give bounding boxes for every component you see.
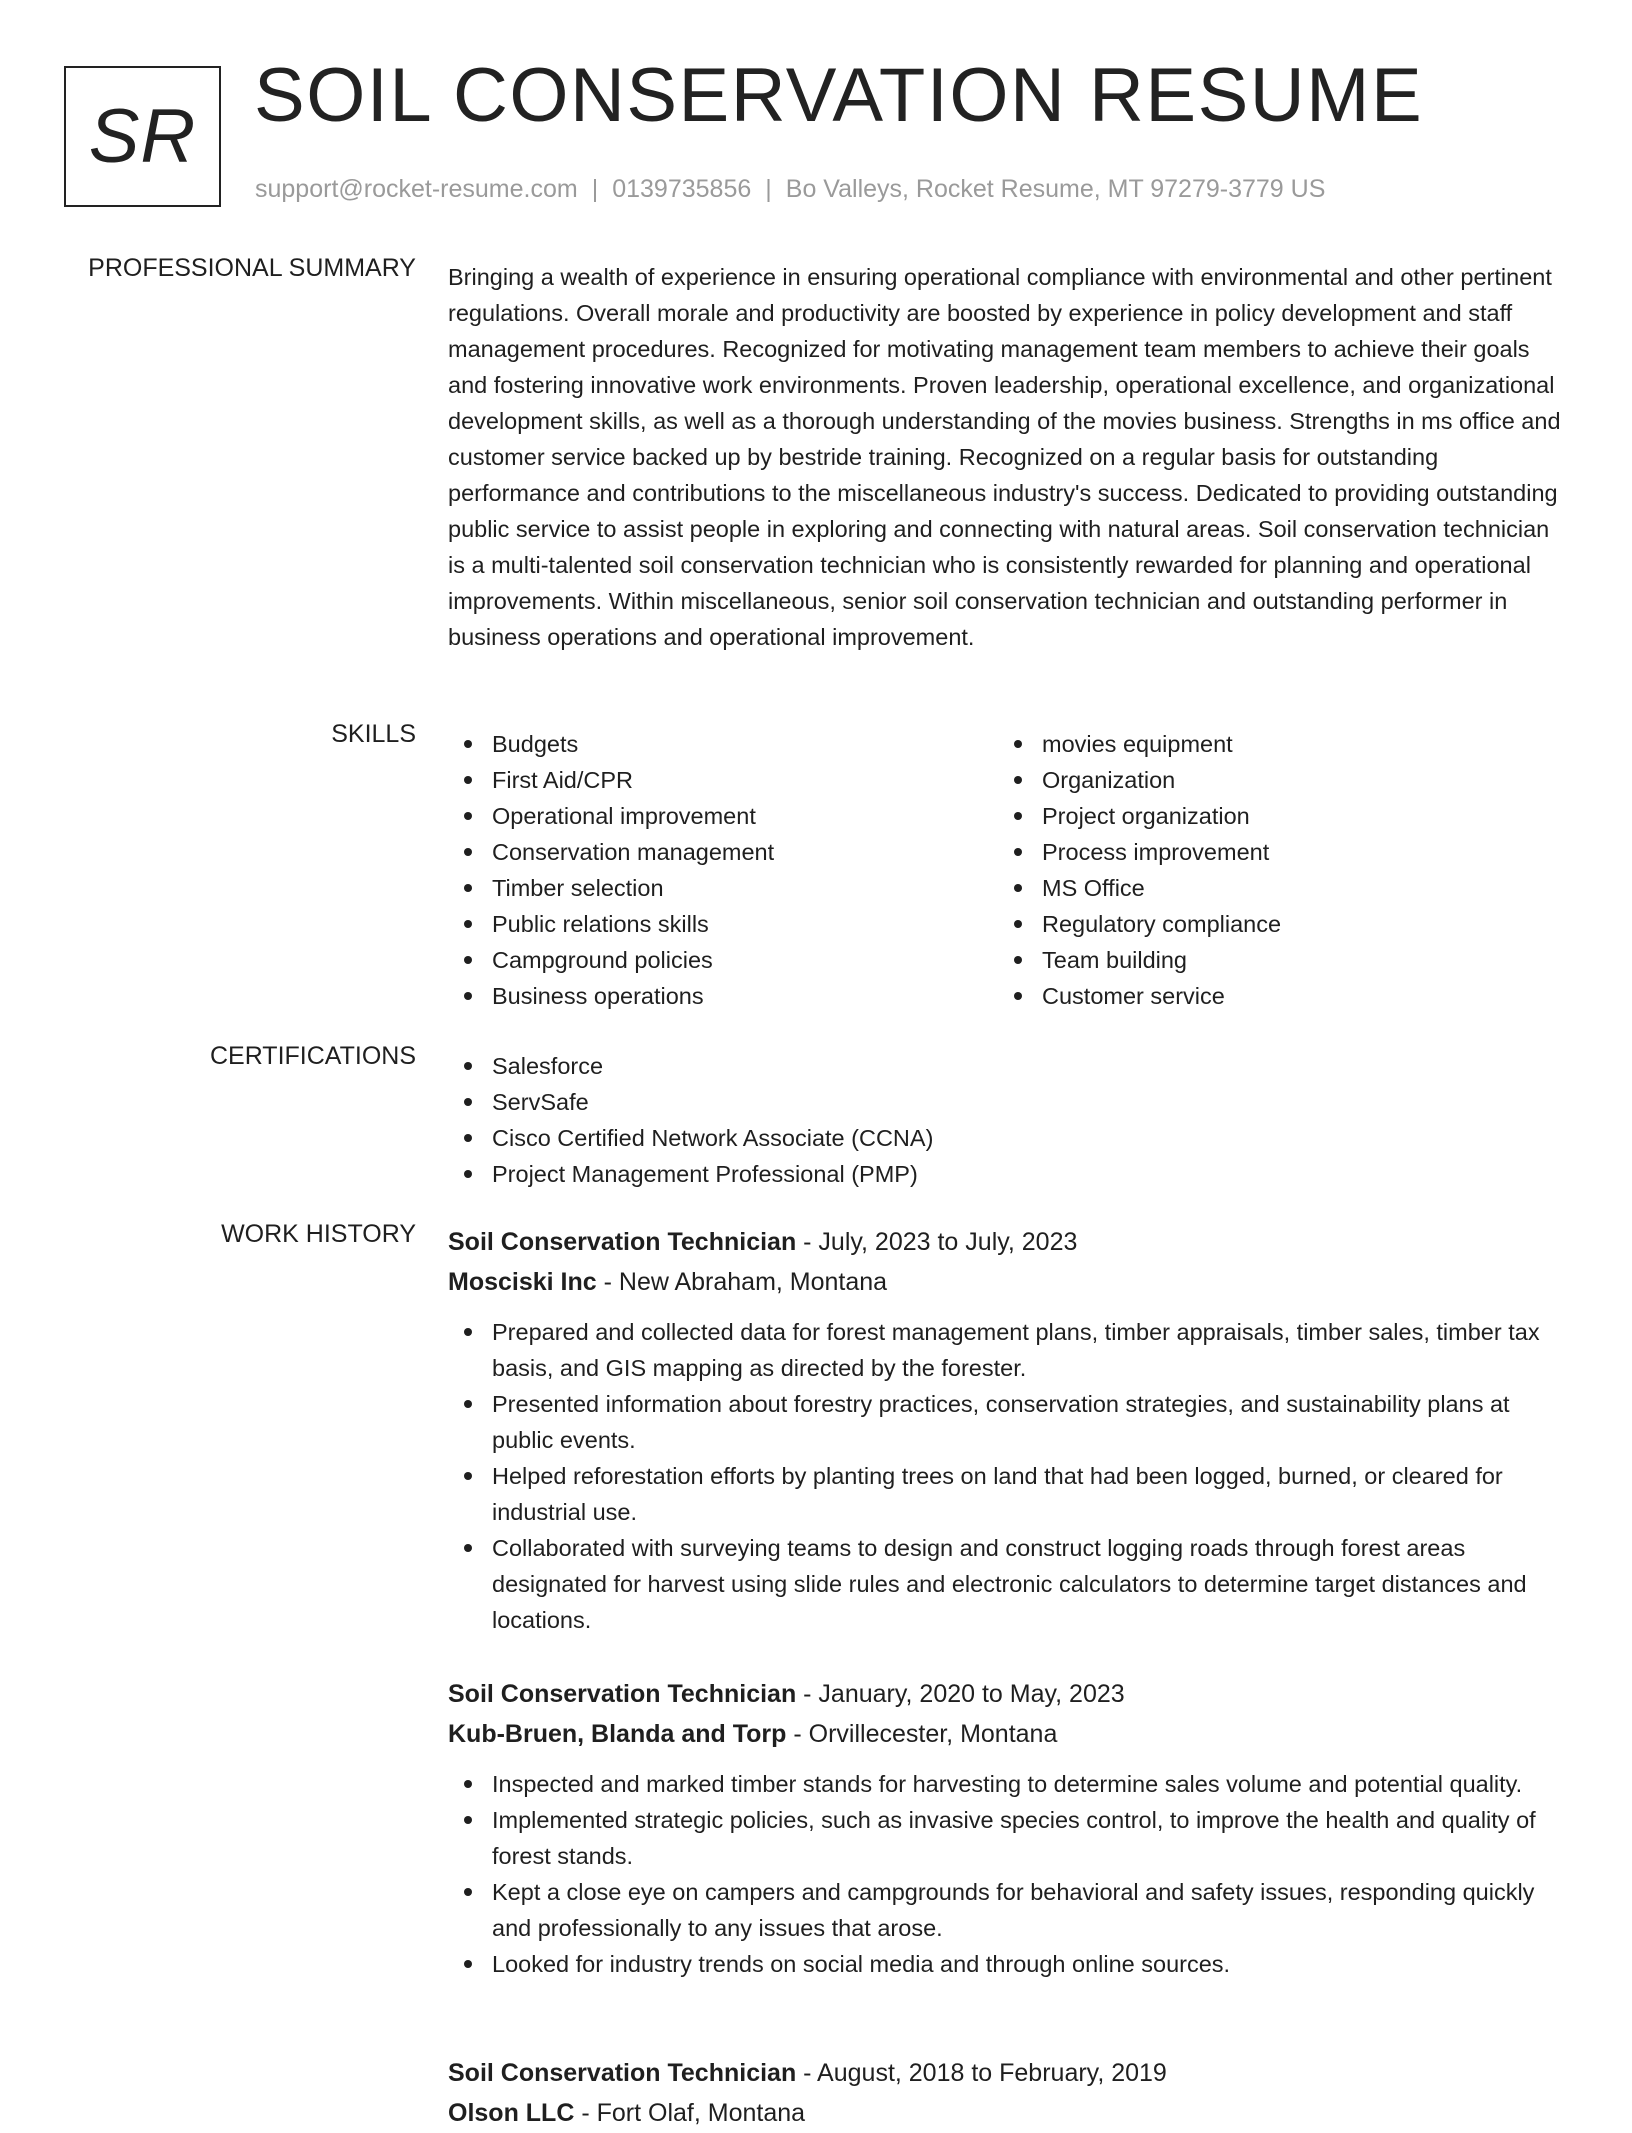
job-duty-item: Collaborated with surveying teams to design and construct logging roads through forest areas designated for harvest using slide rules and electronic calculators to determine target distances and locations. xyxy=(448,1530,1566,1638)
skill-item: Regulatory compliance xyxy=(998,906,1548,942)
skill-item: Project organization xyxy=(998,798,1548,834)
skill-item: Operational improvement xyxy=(448,798,998,834)
job-company-line xyxy=(448,1714,1566,1754)
skill-item: Budgets xyxy=(448,726,998,762)
skill-item: Timber selection xyxy=(448,870,998,906)
job-duties-list xyxy=(448,1766,1566,1982)
contact-address: Bo Valleys, Rocket Resume, MT 97279-3779 US xyxy=(785,175,1326,203)
job-title-line xyxy=(448,1222,1566,1262)
skill-item: movies equipment xyxy=(998,726,1548,762)
job-duty-item: Implemented strategic policies, such as invasive species control, to improve the health and quality of forest stands. xyxy=(448,1802,1566,1874)
job-duty-item: Prepared and collected data for forest management plans, timber appraisals, timber sales, timber tax basis, and GIS mapping as directed by the forester. xyxy=(448,1314,1566,1386)
skills-column-left xyxy=(448,726,998,1014)
contact-email: support@rocket-resume.com xyxy=(255,175,578,203)
contact-line xyxy=(255,175,1325,204)
certification-item: Cisco Certified Network Associate (CCNA) xyxy=(448,1120,1566,1156)
contact-phone: 0139735856 xyxy=(612,175,752,203)
job-location: - Fort Olaf, Montana xyxy=(574,2099,806,2127)
job-dates: - August, 2018 to February, 2019 xyxy=(796,2059,1167,2087)
job-title: Soil Conservation Technician xyxy=(448,2059,797,2087)
contact-separator: | xyxy=(765,175,772,203)
job-duties-list xyxy=(448,1314,1566,1638)
job-company-line xyxy=(448,1262,1566,1302)
section-label-summary: PROFESSIONAL SUMMARY xyxy=(88,254,416,282)
job-entry xyxy=(448,1674,1566,1982)
job-location: - Orvillecester, Montana xyxy=(786,1720,1058,1748)
section-label-work-history: WORK HISTORY xyxy=(221,1220,416,1248)
job-title-line xyxy=(448,2053,1566,2093)
skill-item: Customer service xyxy=(998,978,1548,1014)
certification-item: Project Management Professional (PMP) xyxy=(448,1156,1566,1192)
monogram-logo: SR xyxy=(64,66,221,207)
skill-item: Team building xyxy=(998,942,1548,978)
job-title: Soil Conservation Technician xyxy=(448,1680,797,1708)
resume-title: SOIL CONSERVATION RESUME xyxy=(254,53,1424,138)
section-label-certifications: CERTIFICATIONS xyxy=(209,1042,416,1070)
certification-item: Salesforce xyxy=(448,1048,1566,1084)
certifications-list xyxy=(448,1048,1566,1192)
job-duty-item: Helped reforestation efforts by planting trees on land that had been logged, burned, or cleared for industrial use. xyxy=(448,1458,1566,1530)
skill-item: Conservation management xyxy=(448,834,998,870)
job-duty-item: Kept a close eye on campers and campgrounds for behavioral and safety issues, responding quickly and professionally to any issues that arose. xyxy=(448,1874,1566,1946)
skills-list xyxy=(448,726,1566,1014)
job-dates: - January, 2020 to May, 2023 xyxy=(796,1680,1125,1708)
job-title-line xyxy=(448,1674,1566,1714)
job-duty-item: Inspected and marked timber stands for harvesting to determine sales volume and potential quality. xyxy=(448,1766,1566,1802)
skills-column-right xyxy=(998,726,1548,1014)
job-company: Kub-Bruen, Blanda and Torp xyxy=(448,1720,787,1748)
skill-item: First Aid/CPR xyxy=(448,762,998,798)
skill-item: Campground policies xyxy=(448,942,998,978)
job-company: Mosciski Inc xyxy=(448,1268,597,1296)
skill-item: Organization xyxy=(998,762,1548,798)
summary-text: Bringing a wealth of experience in ensuring operational compliance with environmental and other pertinent regulations. Overall morale and productivity are boosted by experience in policy development and staff management procedures. Recognized for motivating management team members to achieve their goals and fostering innovative work environments. Proven leadership, operational excellence, and organizational development skills, as well as a thorough understanding of the movies business. Strengths in ms office and customer service backed up by bestride training. Recognized on a regular basis for outstanding performance and contributions to the miscellaneous industry's success. Dedicated to providing outstanding public service to assist people in exploring and connecting with natural areas. Soil conservation technician is a multi-talented soil conservation technician who is consistently rewarded for planning and operational improvements. Within miscellaneous, senior soil conservation technician and outstanding performer in business operations and operational improvement. xyxy=(448,264,1561,650)
job-duty-item: Looked for industry trends on social media and through online sources. xyxy=(448,1946,1566,1982)
job-dates: - July, 2023 to July, 2023 xyxy=(796,1228,1078,1256)
job-entry xyxy=(448,1222,1566,1638)
job-duty-item: Presented information about forestry practices, conservation strategies, and sustainability plans at public events. xyxy=(448,1386,1566,1458)
skill-item: Public relations skills xyxy=(448,906,998,942)
certification-item: ServSafe xyxy=(448,1084,1566,1120)
job-title: Soil Conservation Technician xyxy=(448,1228,797,1256)
job-company: Olson LLC xyxy=(448,2099,575,2127)
skill-item: Business operations xyxy=(448,978,998,1014)
job-location: - New Abraham, Montana xyxy=(596,1268,888,1296)
job-entry xyxy=(448,2053,1566,2133)
skill-item: Process improvement xyxy=(998,834,1548,870)
skill-item: MS Office xyxy=(998,870,1548,906)
job-company-line xyxy=(448,2093,1566,2133)
contact-separator: | xyxy=(591,175,599,203)
section-label-skills: SKILLS xyxy=(331,720,416,748)
